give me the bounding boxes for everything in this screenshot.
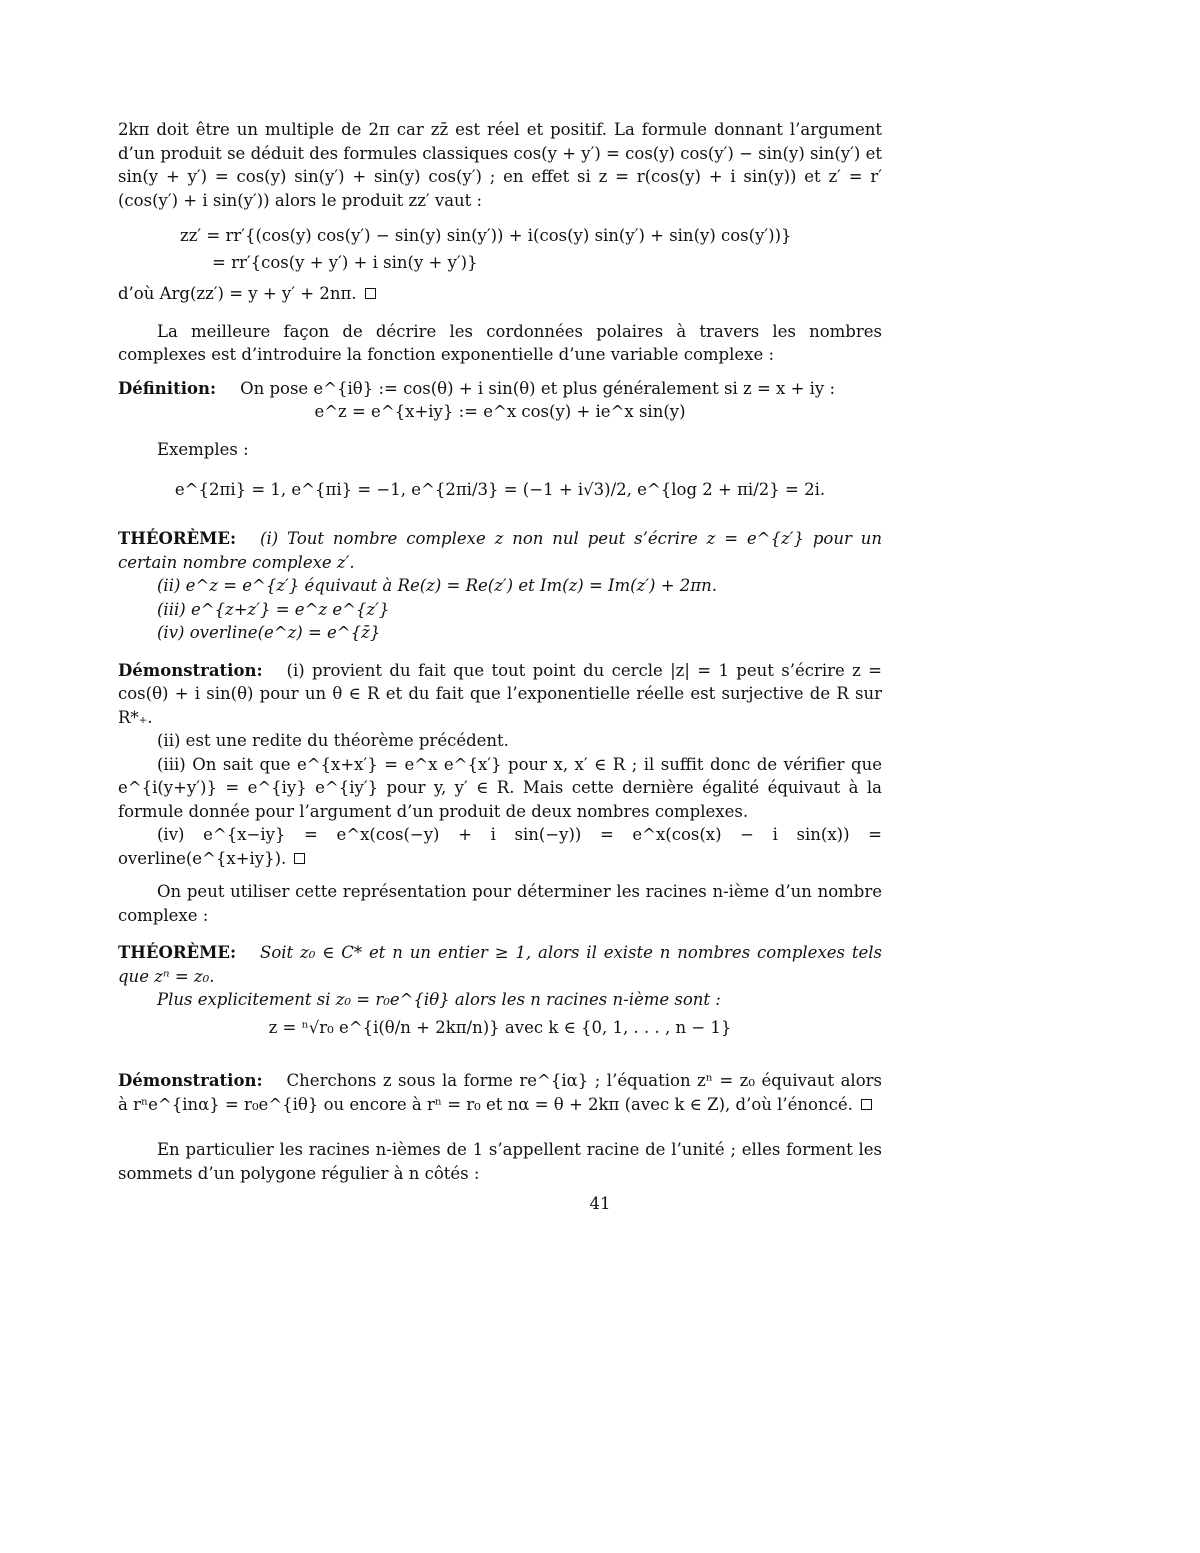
definition-equation: e^z = e^{x+iy} := e^x cos(y) + ie^x sin(y)	[314, 402, 686, 421]
qed-icon	[294, 853, 305, 864]
product-equation-line-2: = rr′{cos(y + y′) + i sin(y + y′)}	[212, 253, 478, 272]
theorem-1-label: THÉORÈME:	[118, 529, 237, 548]
definition	[118, 377, 882, 401]
demonstration-1-part-iv-text: (iv) e^{x−iy} = e^x(cos(−y) + i sin(−y)) = e^x(cos(x) − i sin(x)) = overline(e^{x+iy}).	[118, 825, 882, 868]
demonstration-1-part-i: (i) provient du fait que tout point du cercle |z| = 1 peut s’écrire z = cos(θ) + i sin(θ) pour un θ ∈ R et du fait que l’exponentielle réelle est surjective de R sur R*₊.	[118, 660, 882, 727]
arg-conclusion-text: d’où Arg(zz′) = y + y′ + 2nπ.	[118, 284, 357, 303]
theorem-1-part-i: (i) Tout nombre complexe z non nul peut s’écrire z = e^{z′} pour un certain nombre complexe z′.	[118, 529, 882, 572]
demonstration-1-part-iii: (iii) On sait que e^{x+x′} = e^x e^{x′} pour x, x′ ∈ R ; il suffit donc de vérifier que e^{i(y+y′)} = e^{iy} e^{iy′} pour y, y′ ∈ R. Mais cette dernière égalité équivaut à la formule donnée pour l’argument d’un produit de deux nombres complexes.	[118, 754, 882, 821]
roots-paragraph: On peut utiliser cette représentation pour déterminer les racines n-ième d’un nombre complexe :	[118, 882, 882, 925]
qed-icon	[861, 1099, 872, 1110]
examples-equation: e^{2πi} = 1, e^{πi} = −1, e^{2πi/3} = (−1 + i√3)/2, e^{log 2 + πi/2} = 2i.	[174, 480, 826, 499]
theorem-2-text: Soit z₀ ∈ C* et n un entier ≥ 1, alors il existe n nombres complexes tels que zⁿ = z₀.	[118, 943, 882, 986]
demonstration-2-label: Démonstration:	[118, 1071, 263, 1090]
demonstration-2-text: Cherchons z sous la forme re^{iα} ; l’équation zⁿ = z₀ équivaut alors à rⁿe^{inα} = r₀e^{iθ} ou encore à rⁿ = r₀ et nα = θ + 2kπ (avec k ∈ Z), d’où l’énoncé.	[118, 1071, 882, 1114]
demonstration-1	[118, 659, 882, 730]
polar-paragraph: La meilleure façon de décrire les cordonnées polaires à travers les nombres complexes est d’introduire la fonction exponentielle d’une variable complexe :	[118, 321, 882, 364]
product-equation	[180, 222, 882, 276]
page-number: 41	[589, 1194, 611, 1213]
theorem-2-explicit: Plus explicitement si z₀ = r₀e^{iθ} alors les n racines n-ième sont :	[157, 990, 721, 1009]
theorem-2-label: THÉORÈME:	[118, 943, 237, 962]
examples-label: Exemples :	[157, 439, 249, 459]
page-content	[118, 118, 882, 1185]
theorem-1-part-ii: (ii) e^z = e^{z′} équivaut à Re(z) = Re(z′) et Im(z) = Im(z′) + 2πn.	[157, 576, 718, 595]
theorem-1-part-iv: (iv) overline(e^z) = e^{z̄}	[157, 623, 381, 642]
demonstration-1-part-iv	[118, 823, 882, 870]
demonstration-1-part-ii: (ii) est une redite du théorème précédent.	[157, 731, 509, 750]
definition-label: Définition:	[118, 378, 217, 398]
unity-paragraph: En particulier les racines n-ièmes de 1 s’appellent racine de l’unité ; elles forment les sommets d’un polygone régulier à n côtés :	[118, 1140, 882, 1183]
theorem-2	[118, 941, 882, 988]
qed-icon	[365, 288, 376, 299]
demonstration-1-label: Démonstration:	[118, 660, 263, 680]
roots-equation: z = ⁿ√r₀ e^{i(θ/n + 2kπ/n)} avec k ∈ {0, 1, . . . , n − 1}	[268, 1017, 732, 1037]
theorem-1	[118, 527, 882, 574]
arg-conclusion	[118, 282, 882, 306]
product-equation-line-1: zz′ = rr′{(cos(y) cos(y′) − sin(y) sin(y′)) + i(cos(y) sin(y′) + sin(y) cos(y′))}	[180, 226, 792, 245]
intro-paragraph: 2kπ doit être un multiple de 2π car zz̄ est réel et positif. La formule donnant l’argument d’un produit se déduit des formules classiques cos(y + y′) = cos(y) cos(y′) − sin(y) sin(y′) et sin(y + y′) = cos(y) sin(y′) + sin(y) cos(y′) ; en effet si z = r(cos(y) + i sin(y)) et z′ = r′(cos(y′) + i sin(y′)) alors le produit zz′ vaut :	[118, 120, 882, 210]
theorem-1-part-iii: (iii) e^{z+z′} = e^z e^{z′}	[157, 599, 390, 619]
demonstration-2	[118, 1069, 882, 1116]
definition-text: On pose e^{iθ} := cos(θ) + i sin(θ) et plus généralement si z = x + iy :	[240, 378, 836, 398]
